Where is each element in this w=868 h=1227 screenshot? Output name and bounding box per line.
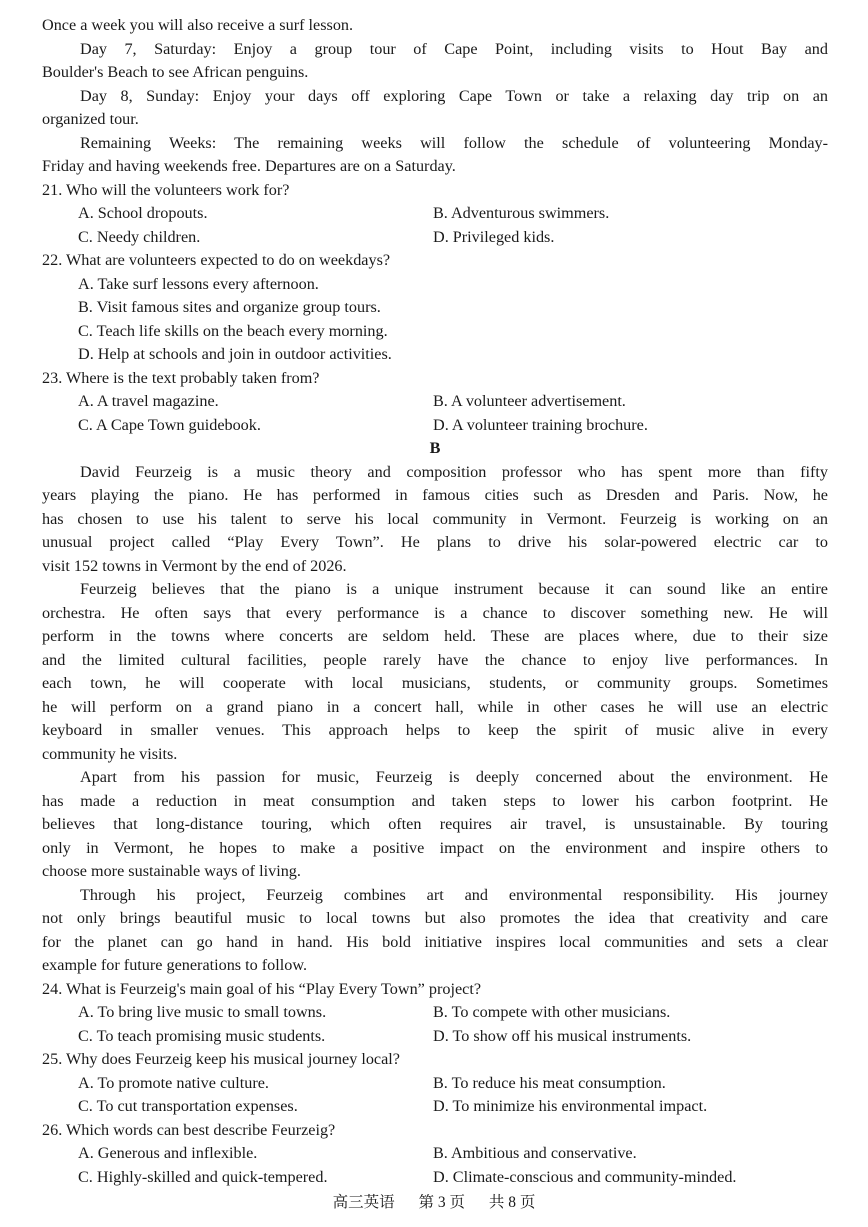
- passage-line: keyboard in smaller venues. This approach helps to keep the spirit of music alive in every: [42, 721, 828, 739]
- passage-line: visit 152 towns in Vermont by the end of 2026.: [42, 556, 347, 575]
- answer-option[interactable]: C. Highly-skilled and quick-tempered.: [78, 1167, 328, 1186]
- passage-line: has made a reduction in meat consumption and taken steps to lower his carbon footprint. He: [42, 791, 828, 810]
- intro-line: Day 8, Sunday: Enjoy your days off exploring Cape Town or take a relaxing day trip on an: [80, 86, 828, 105]
- answer-option[interactable]: C. To teach promising music students.: [78, 1026, 326, 1045]
- answer-option[interactable]: D. A volunteer training brochure.: [433, 415, 648, 434]
- answer-option[interactable]: C. A Cape Town guidebook.: [78, 415, 261, 434]
- answer-option[interactable]: A. School dropouts.: [78, 204, 208, 222]
- passage-line: for the planet can go hand in hand. His bold initiative inspires local communities and sets a clear: [42, 932, 828, 951]
- answer-option[interactable]: C. To cut transportation expenses.: [78, 1097, 298, 1115]
- passage-line: he will perform on a grand piano in a concert hall, while in other cases he will use an electric: [42, 697, 828, 716]
- passage-line: each town, he will cooperate with local musicians, students, or community groups. Sometimes: [42, 674, 828, 692]
- answer-option[interactable]: D. Climate-conscious and community-minded.: [433, 1167, 737, 1186]
- passage-line: has chosen to use his talent to serve his local community in Vermont. Feurzeig is working on an: [42, 509, 828, 528]
- passage-line: example for future generations to follow.: [42, 956, 308, 974]
- intro-line: Once a week you will also receive a surf lesson.: [42, 16, 354, 34]
- passage-line: not only brings beautiful music to local towns but also promotes the idea that creativity and care: [42, 909, 828, 927]
- question-stem: 24. What is Feurzeig's main goal of his “Play Every Town” project?: [42, 979, 482, 998]
- passage-line: orchestra. He often says that every performance is a chance to discover something new. He will: [42, 603, 828, 622]
- footer-total-pages: 共 8 页: [488, 1194, 536, 1211]
- page-footer: [0, 1192, 868, 1214]
- footer-page-number: 第 3 页: [418, 1194, 465, 1211]
- answer-option[interactable]: B. To reduce his meat consumption.: [433, 1073, 666, 1092]
- intro-line: Boulder's Beach to see African penguins.: [42, 63, 309, 81]
- answer-option[interactable]: C. Teach life skills on the beach every morning.: [78, 321, 388, 340]
- answer-option[interactable]: D. Help at schools and join in outdoor activities.: [78, 345, 392, 363]
- answer-option[interactable]: A. A travel magazine.: [78, 392, 219, 410]
- answer-option[interactable]: B. To compete with other musicians.: [433, 1003, 671, 1021]
- answer-option[interactable]: D. To show off his musical instruments.: [433, 1026, 692, 1045]
- answer-option[interactable]: A. Generous and inflexible.: [78, 1144, 258, 1162]
- answer-option[interactable]: A. To bring live music to small towns.: [78, 1003, 327, 1021]
- answer-option[interactable]: B. Visit famous sites and organize group tours.: [78, 298, 381, 316]
- passage-line: believes that long-distance touring, which often requires air travel, is unsustainable. By touring: [42, 815, 828, 833]
- passage-line: and the limited cultural facilities, people rarely have the chance to enjoy live performances. In: [42, 650, 828, 669]
- question-stem: 22. What are volunteers expected to do on weekdays?: [42, 251, 391, 269]
- answer-option[interactable]: A. To promote native culture.: [78, 1073, 269, 1092]
- section-title: B: [429, 439, 441, 457]
- answer-option[interactable]: D. To minimize his environmental impact.: [433, 1097, 708, 1115]
- answer-option[interactable]: D. Privileged kids.: [433, 227, 555, 246]
- answer-option[interactable]: B. Adventurous swimmers.: [433, 204, 610, 222]
- footer-subject: 高三英语: [332, 1194, 395, 1211]
- passage-line: years playing the piano. He has performed in famous cities such as Dresden and Paris. Now, he: [42, 486, 828, 504]
- question-stem: 26. Which words can best describe Feurzeig?: [42, 1120, 336, 1139]
- question-stem: 25. Why does Feurzeig keep his musical journey local?: [42, 1050, 400, 1068]
- answer-option[interactable]: B. A volunteer advertisement.: [433, 392, 626, 410]
- intro-line: Remaining Weeks: The remaining weeks will follow the schedule of volunteering Monday-: [80, 133, 828, 152]
- question-stem: 23. Where is the text probably taken from?: [42, 368, 320, 387]
- passage-line: Apart from his passion for music, Feurzeig is deeply concerned about the environment. He: [80, 768, 828, 786]
- question-stem: 21. Who will the volunteers work for?: [42, 180, 290, 199]
- passage-line: Feurzeig believes that the piano is a unique instrument because it can sound like an entire: [80, 580, 828, 598]
- passage-line: choose more sustainable ways of living.: [42, 862, 301, 880]
- answer-option[interactable]: B. Ambitious and conservative.: [433, 1144, 637, 1162]
- answer-option[interactable]: A. Take surf lessons every afternoon.: [78, 274, 319, 293]
- intro-line: organized tour.: [42, 110, 139, 128]
- intro-line: Day 7, Saturday: Enjoy a group tour of Cape Point, including visits to Hout Bay and: [80, 39, 828, 58]
- passage-line: unusual project called “Play Every Town”. He plans to drive his solar-powered electric car to: [42, 533, 828, 551]
- passage-line: David Feurzeig is a music theory and composition professor who has spent more than fifty: [80, 462, 828, 481]
- intro-line: Friday and having weekends free. Departures are on a Saturday.: [42, 157, 456, 175]
- passage-line: only in Vermont, he hopes to make a positive impact on the environment and inspire others to: [42, 838, 828, 857]
- answer-option[interactable]: C. Needy children.: [78, 227, 201, 246]
- passage-line: Through his project, Feurzeig combines art and environmental responsibility. His journey: [80, 885, 828, 904]
- passage-line: community he visits.: [42, 744, 178, 763]
- passage-line: perform in the towns where concerts are seldom held. These are places where, due to their size: [42, 627, 828, 645]
